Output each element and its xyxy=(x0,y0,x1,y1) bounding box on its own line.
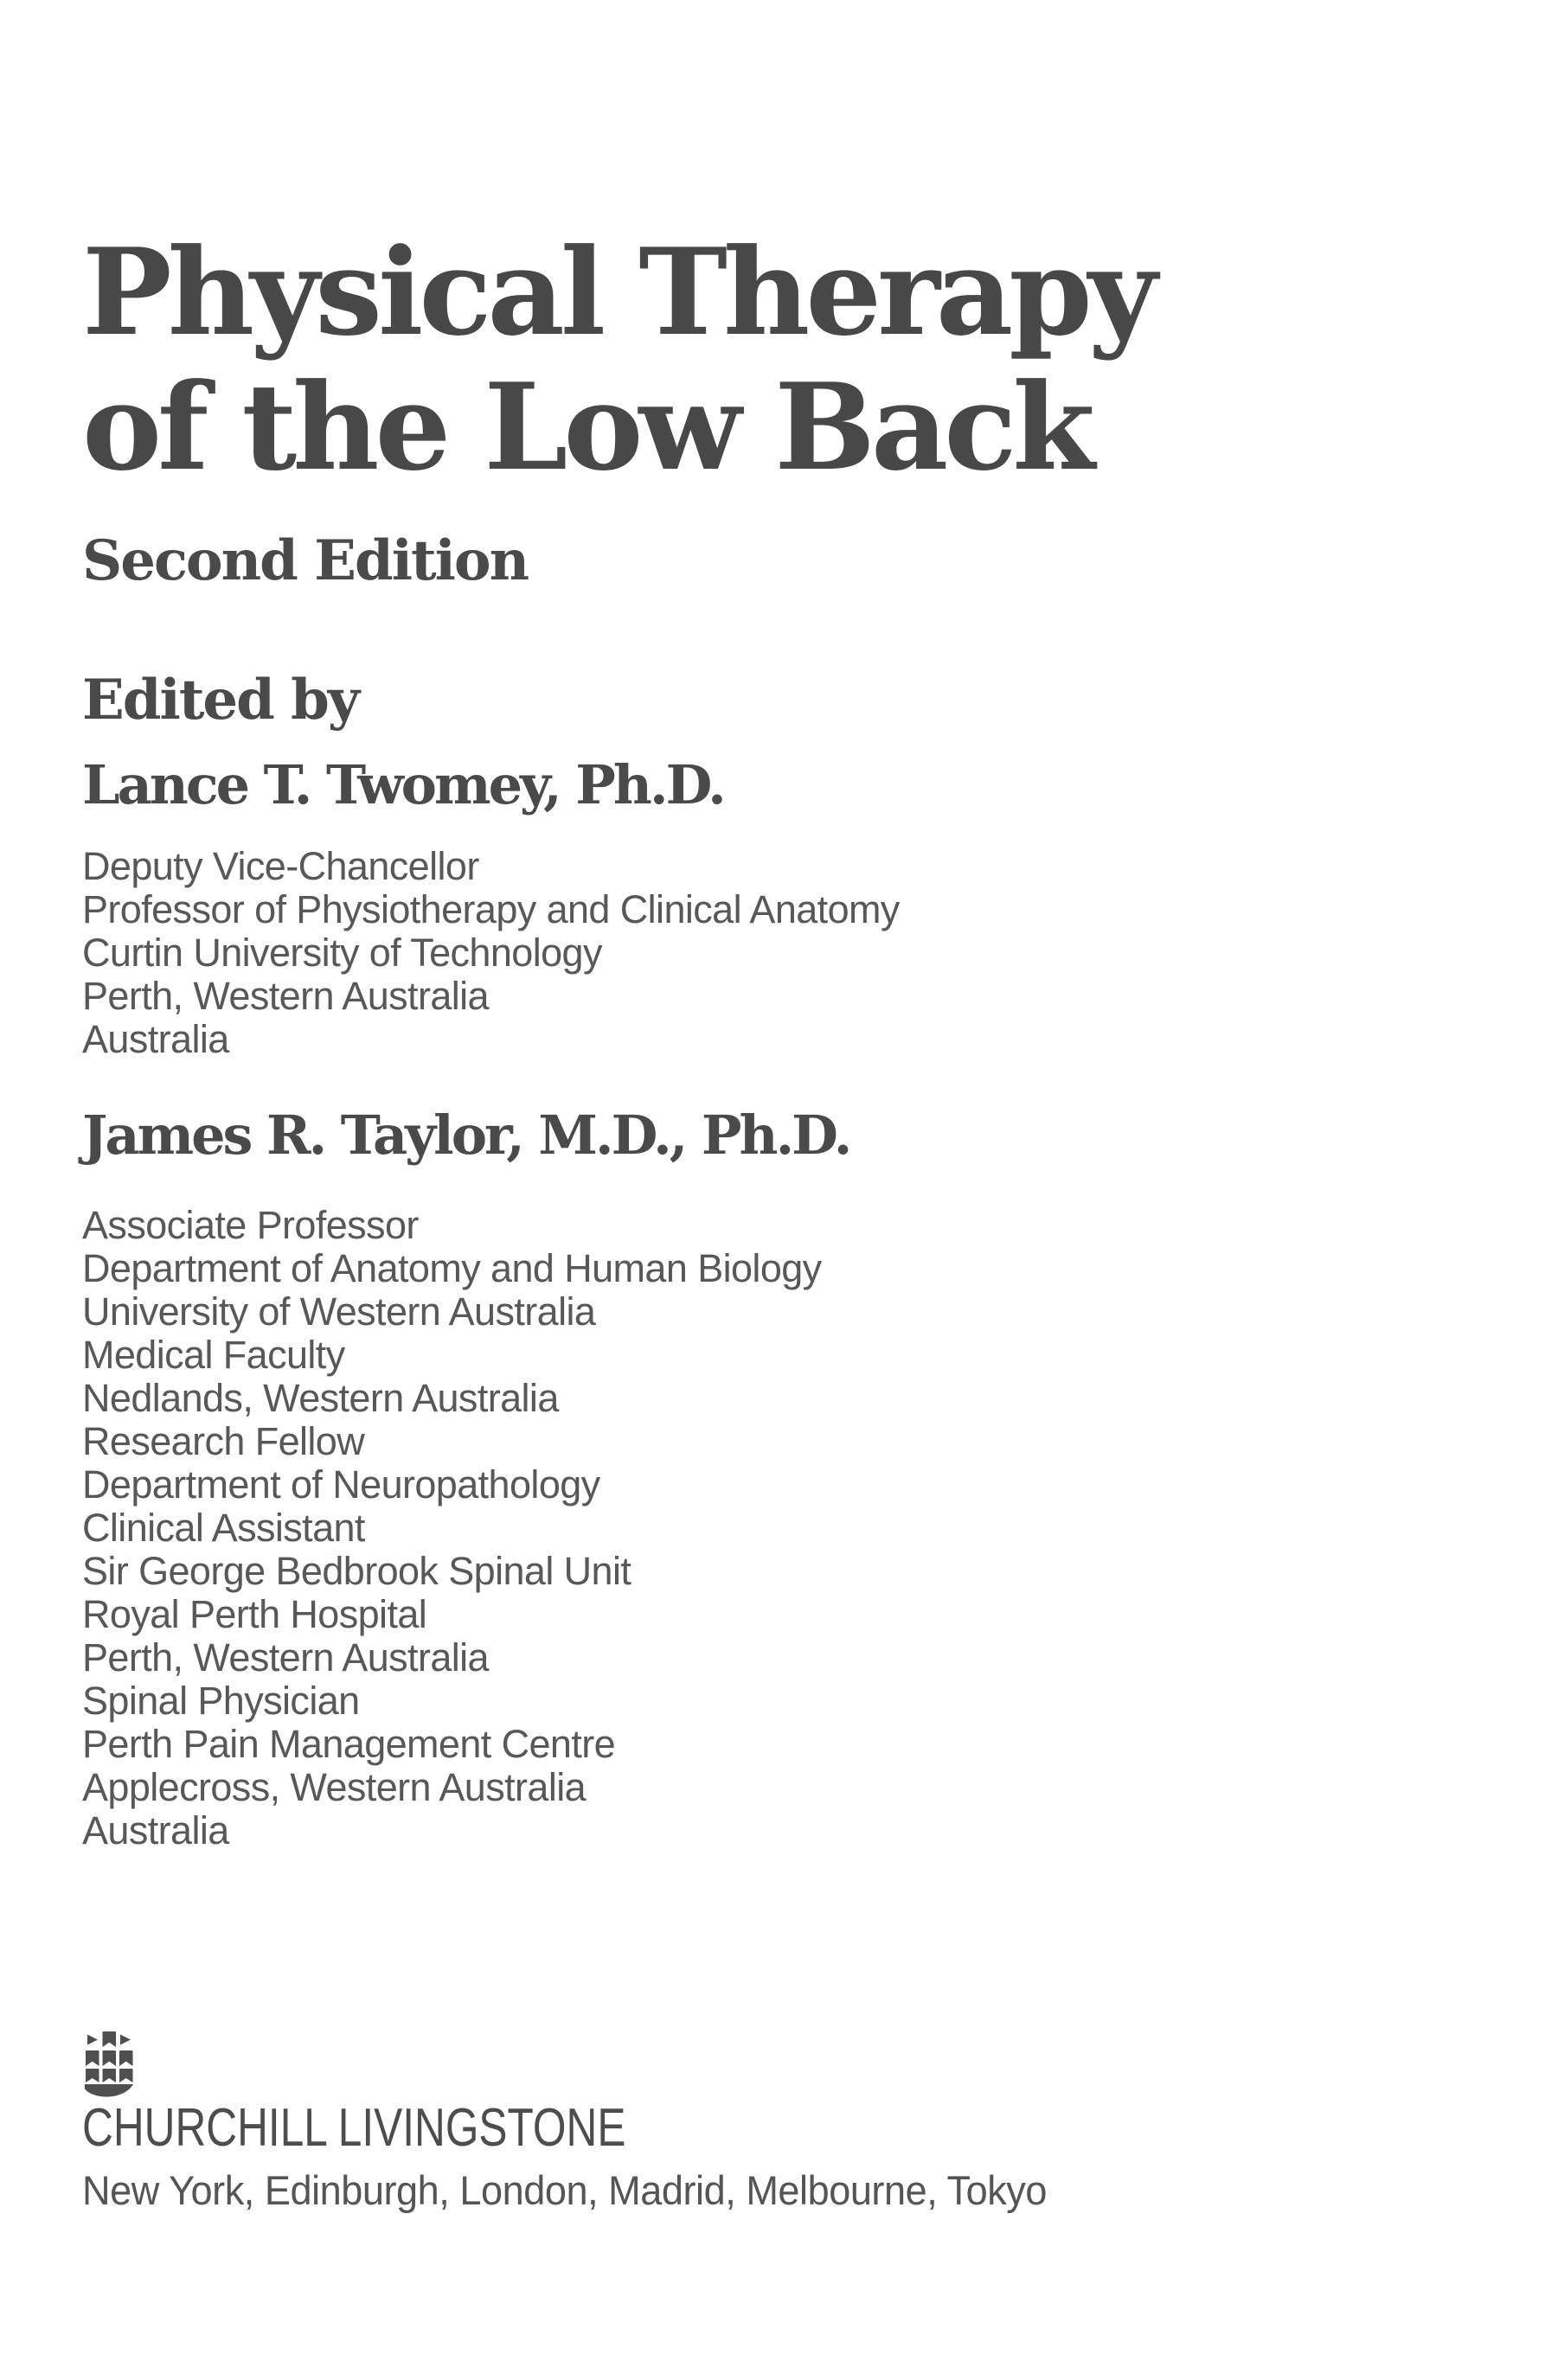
book-title-line-2: of the Low Back xyxy=(82,356,1091,497)
publisher-name: CHURCHILL LIVINGSTONE xyxy=(82,2098,626,2158)
affiliation-line: Sir George Bedbrook Spinal Unit xyxy=(82,1549,631,1593)
editor-1-affiliations xyxy=(82,845,900,1061)
affiliation-line: Spinal Physician xyxy=(82,1679,360,1723)
affiliation-line: University of Western Australia xyxy=(82,1289,596,1334)
hull xyxy=(85,2084,133,2097)
affiliation-line: Professor of Physiotherapy and Clinical Anatomy xyxy=(82,887,900,931)
affiliation-line: Applecross, Western Australia xyxy=(82,1765,586,1809)
book-title xyxy=(82,221,1153,497)
pennant-left xyxy=(87,2035,98,2045)
affiliation-line: Deputy Vice-Chancellor xyxy=(82,844,479,888)
book-title-line-1: Physical Therapy xyxy=(82,221,1153,362)
affiliation-line: Clinical Assistant xyxy=(82,1506,365,1550)
affiliation-line: Perth, Western Australia xyxy=(82,974,489,1018)
affiliation-line: Perth, Western Australia xyxy=(82,1635,489,1679)
affiliation-line: Nedlands, Western Australia xyxy=(82,1376,559,1420)
editor-2-name: James R. Taylor, M.D., Ph.D. xyxy=(82,1104,850,1167)
affiliation-line: Research Fellow xyxy=(82,1419,365,1463)
sail-top xyxy=(103,2031,117,2047)
edited-by-label: Edited by xyxy=(82,668,359,733)
publisher-cities: New York, Edinburgh, London, Madrid, Melbourne, Tokyo xyxy=(82,2167,1047,2213)
affiliation-line: Department of Neuropathology xyxy=(82,1462,600,1507)
affiliation-line: Medical Faculty xyxy=(82,1333,345,1377)
pennant-right xyxy=(120,2035,131,2045)
editor-1-name: Lance T. Twomey, Ph.D. xyxy=(82,753,724,816)
editor-2-affiliations xyxy=(82,1204,822,1852)
affiliation-line: Australia xyxy=(82,1808,229,1852)
affiliation-line: Curtin University of Technology xyxy=(82,931,602,975)
affiliation-line: Associate Professor xyxy=(82,1203,419,1247)
affiliation-line: Perth Pain Management Centre xyxy=(82,1722,616,1766)
affiliation-line: Royal Perth Hospital xyxy=(82,1592,427,1636)
affiliation-line: Australia xyxy=(82,1017,229,1061)
affiliation-line: Department of Anatomy and Human Biology xyxy=(82,1246,822,1290)
publisher-ship-logo-icon xyxy=(85,2031,133,2097)
edition-label: Second Edition xyxy=(82,528,529,593)
